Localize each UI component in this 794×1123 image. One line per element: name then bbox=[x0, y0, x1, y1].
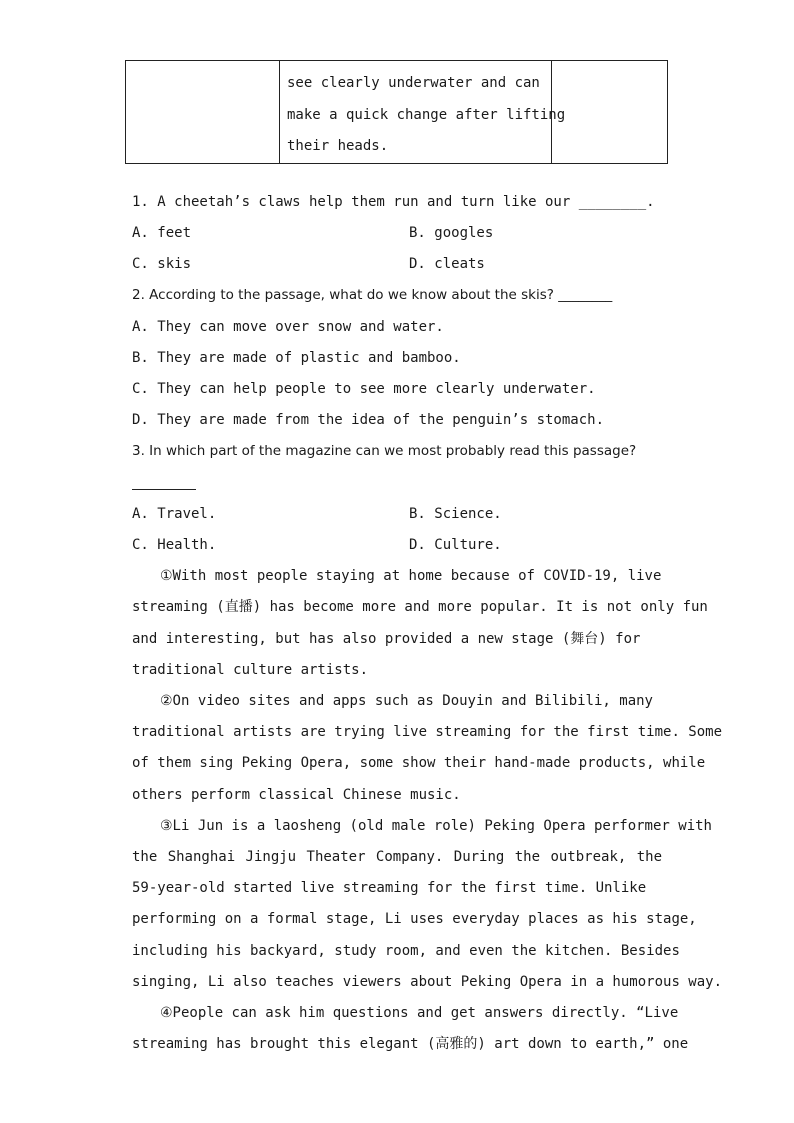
table-cell-line: see clearly underwater and can bbox=[287, 75, 540, 91]
paragraph-3-line: 59-year-old started live streaming for the first time. Unlike bbox=[132, 880, 647, 896]
question-2-option-d: D. They are made from the idea of the penguin’s stomach. bbox=[132, 412, 605, 428]
question-2-option-b: B. They are made of plastic and bamboo. bbox=[132, 350, 461, 366]
question-3-option-d: D. Culture. bbox=[409, 537, 502, 553]
paragraph-1-line: traditional culture artists. bbox=[132, 662, 369, 678]
question-3-option-c: C. Health. bbox=[132, 537, 217, 553]
paragraph-3-line: the Shanghai Jingju Theater Company. During the outbreak, the bbox=[132, 849, 662, 865]
question-3-option-a: A. Travel. bbox=[132, 506, 217, 522]
table-cell-line: make a quick change after lifting bbox=[287, 106, 566, 123]
question-1-option-d: D. cleats bbox=[409, 256, 485, 272]
question-1-option-a: A. feet bbox=[132, 225, 192, 241]
paragraph-4-line: ④People can ask him questions and get answers directly. “Live bbox=[160, 1005, 679, 1021]
table-cell-empty-left bbox=[126, 61, 280, 163]
comparison-table-fragment bbox=[125, 60, 668, 164]
question-1-stem: 1. A cheetah’s claws help them run and turn like our ________. bbox=[132, 194, 655, 210]
question-2-option-c: C. They can help people to see more clearly underwater. bbox=[132, 381, 596, 397]
question-3-option-b: B. Science. bbox=[409, 506, 502, 522]
table-cell-line: their heads. bbox=[287, 138, 389, 154]
paragraph-1-line: ①With most people staying at home because of COVID-19, live bbox=[160, 568, 662, 584]
paragraph-2-line: ②On video sites and apps such as Douyin and Bilibili, many bbox=[160, 693, 653, 709]
paragraph-1-line: and interesting, but has also provided a new stage (舞台) for bbox=[132, 631, 641, 647]
paragraph-1-line: streaming (直播) has become more and more popular. It is not only fun bbox=[132, 599, 708, 615]
paragraph-2-line: others perform classical Chinese music. bbox=[132, 787, 461, 803]
question-3-answer-blank bbox=[132, 489, 196, 490]
paragraph-4-line: streaming has brought this elegant (高雅的) art down to earth,” one bbox=[132, 1036, 689, 1052]
question-1-option-b: B. googles bbox=[409, 225, 494, 241]
paragraph-2-line: of them sing Peking Opera, some show their hand-made products, while bbox=[132, 755, 706, 771]
paragraph-3-line: ③Li Jun is a laosheng (old male role) Peking Opera performer with bbox=[160, 818, 712, 834]
paragraph-3-line: performing on a formal stage, Li uses everyday places as his stage, bbox=[132, 911, 697, 927]
question-2-option-a: A. They can move over snow and water. bbox=[132, 319, 444, 335]
question-1-option-c: C. skis bbox=[132, 256, 192, 272]
question-2-stem: 2. According to the passage, what do we know about the skis? ________ bbox=[132, 287, 613, 303]
paragraph-2-line: traditional artists are trying live streaming for the first time. Some bbox=[132, 724, 723, 740]
question-3-stem: 3. In which part of the magazine can we most probably read this passage? bbox=[132, 443, 637, 459]
paragraph-3-line: including his backyard, study room, and even the kitchen. Besides bbox=[132, 943, 680, 959]
table-cell-empty-right bbox=[552, 61, 667, 163]
paragraph-3-line: singing, Li also teaches viewers about Peking Opera in a humorous way. bbox=[132, 974, 723, 990]
table-cell-description bbox=[280, 61, 566, 163]
